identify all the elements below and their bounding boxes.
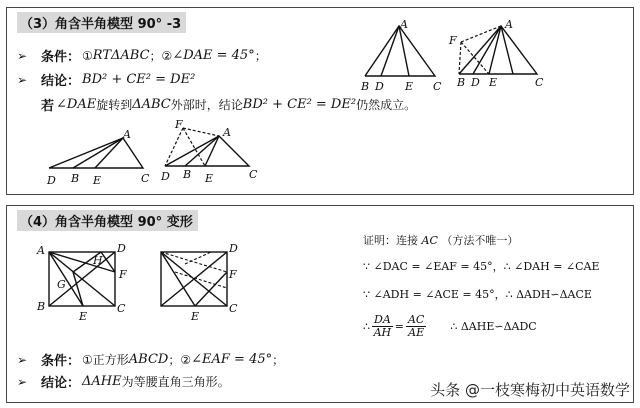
label-E: E	[93, 174, 102, 187]
label-E: E	[489, 76, 498, 89]
num-2: ②	[161, 48, 173, 63]
bullet-icon: ➢	[17, 48, 28, 63]
label-B: B	[361, 80, 370, 92]
label-E: E	[405, 80, 414, 92]
condition-label: 条件：	[41, 50, 81, 65]
label-H: H	[93, 254, 103, 267]
sep: ；	[168, 353, 181, 367]
condition-2: ∠DAE = 45°	[172, 48, 255, 63]
label-D: D	[229, 242, 238, 255]
label-G: G	[57, 278, 66, 291]
section-3-title: （3）角含半角模型 90° -3	[17, 12, 186, 33]
label-A: A	[505, 18, 513, 31]
label-F: F	[119, 268, 127, 281]
note-formula: BD² + CE² = DE²	[242, 97, 357, 112]
label-D: D	[47, 174, 56, 187]
label-A: A	[37, 244, 45, 257]
label-D: D	[375, 80, 384, 92]
label-E: E	[79, 310, 88, 323]
num-1: ①	[82, 48, 93, 63]
condition-1: RTΔABC	[92, 48, 150, 63]
proof-ac: AC	[421, 234, 438, 247]
bullet-icon: ➢	[17, 72, 28, 87]
label-C: C	[535, 76, 544, 89]
figure-triangle-outside-1	[43, 126, 153, 188]
label-F: F	[175, 118, 183, 131]
label-C: C	[433, 80, 442, 92]
label-F: F	[449, 34, 457, 47]
frac1-den: AH	[373, 326, 392, 339]
frac2-num: AC	[407, 313, 425, 326]
note-triangle: ΔABC	[132, 97, 171, 112]
conclusion-line	[17, 70, 195, 89]
figure-square-2	[145, 242, 251, 324]
bullet-icon: ➢	[17, 374, 28, 389]
note-mid: 旋转到	[96, 98, 133, 112]
end: ；	[254, 49, 267, 63]
proof-prefix: 证明：连接	[363, 234, 418, 247]
proof-line-2: ∵ ∠DAC = ∠EAF = 45°，∴ ∠DAH = ∠CAE	[363, 260, 600, 273]
label-B: B	[71, 172, 80, 185]
label-E: E	[205, 172, 214, 185]
label-A: A	[123, 128, 131, 141]
section-3-panel	[6, 7, 634, 195]
conclusion-line-4	[17, 372, 230, 391]
proof-similar: ∴ ΔAHE∽ΔADC	[450, 320, 537, 333]
label-C: C	[229, 302, 238, 315]
label-C: C	[141, 172, 150, 185]
note-angle: ∠DAE	[56, 97, 97, 112]
note-end: 仍然成立。	[356, 98, 417, 112]
end: ；	[272, 353, 285, 367]
equals: =	[394, 320, 404, 333]
condition-line	[17, 46, 267, 65]
note-if: 若	[41, 99, 55, 114]
num-2: ②	[180, 352, 192, 367]
label-C: C	[117, 302, 126, 315]
conclusion-label: 结论：	[41, 376, 81, 391]
label-D: D	[161, 170, 170, 183]
condition-2: ∠EAF = 45°	[191, 352, 273, 367]
proof-note: （方法不唯一）	[441, 234, 519, 247]
rotation-note	[41, 95, 416, 114]
label-B: B	[183, 168, 192, 181]
proof-line-4	[363, 314, 537, 339]
label-D: D	[117, 242, 126, 255]
condition-1-math: ABCD	[128, 352, 169, 367]
frac2-den: AE	[408, 326, 425, 339]
bullet-icon: ➢	[17, 352, 28, 367]
condition-1: ①正方形	[82, 353, 129, 367]
label-E: E	[191, 310, 200, 323]
figure-triangle-inner	[359, 20, 449, 92]
label-A: A	[223, 126, 231, 139]
conclusion-math: ΔAHE	[82, 374, 122, 389]
frac1-num: DA	[374, 313, 391, 326]
watermark: 头条 @一枝寒梅初中英语数学	[430, 381, 630, 399]
note-out: 外部时，结论	[170, 98, 243, 112]
condition-line-4	[17, 350, 284, 369]
sep: ；	[149, 49, 162, 63]
conclusion-text: 为等腰直角三角形。	[121, 375, 230, 389]
label-D: D	[471, 76, 480, 89]
label-F: F	[229, 268, 237, 281]
fraction-1	[372, 314, 393, 339]
section-4-panel	[6, 205, 634, 403]
condition-label: 条件：	[41, 354, 81, 369]
label-B: B	[457, 76, 466, 89]
label-A: A	[400, 20, 408, 31]
figure-triangle-outside-2	[157, 116, 267, 188]
therefore: ∴	[363, 320, 370, 333]
figure-triangle-rotated	[445, 16, 555, 92]
label-B: B	[37, 300, 46, 313]
section-4-title: （4）角含半角模型 90° 变形	[17, 210, 198, 231]
figure-square-1	[33, 242, 139, 324]
proof-line-1	[363, 232, 518, 248]
label-C: C	[249, 168, 258, 181]
proof-line-3: ∵ ∠ADH = ∠ACE = 45°，∴ ΔADH∽ΔACE	[363, 288, 592, 301]
conclusion-label: 结论：	[41, 74, 81, 89]
fraction-2	[406, 314, 426, 339]
conclusion-formula: BD² + CE² = DE²	[82, 72, 196, 87]
